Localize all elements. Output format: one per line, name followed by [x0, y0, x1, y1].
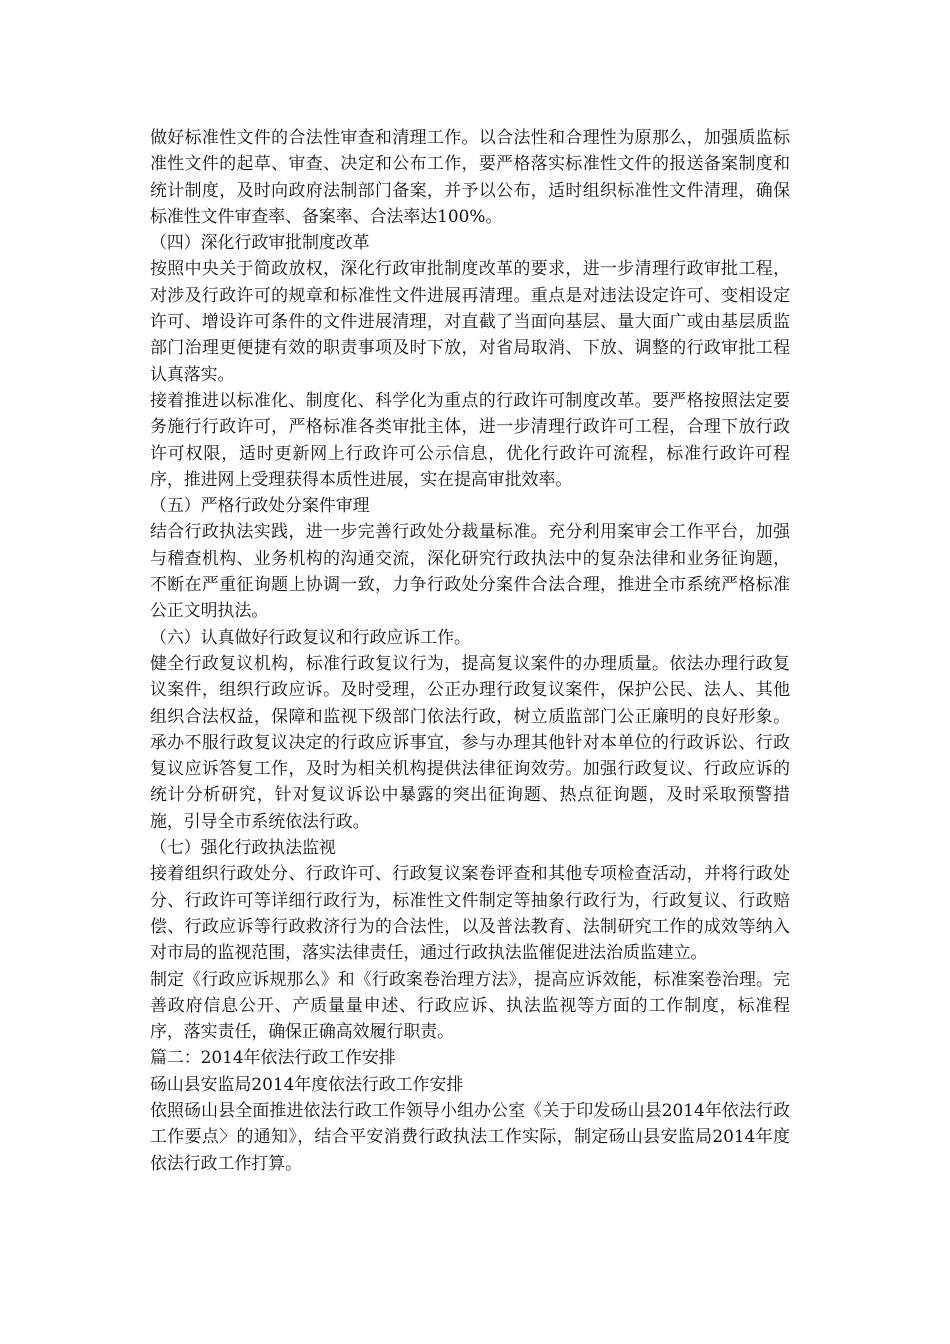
article-subtitle: 砀山县安监局2014年度依法行政工作安排: [150, 1073, 464, 1094]
paragraph-body: 制定《行政应诉规那么》和《行政案卷治理方法》，提高应诉效能，标准案卷治理。完善政府信息公开、产质量量申述、行政应诉、执法监视等方面的工作制度，标准程序，落实责任，确保正确高效履行职责。: [150, 968, 790, 1042]
paragraph-body: 按照中央关于简政放权，深化行政审批制度改革的要求，进一步清理行政审批工程，对涉及行政许可的规章和标准性文件进展再清理。重点是对违法设定许可、变相设定许可、增设许可条件的文件进展清理，对直截了当面向基层、量大面广或由基层质监部门治理更便捷有效的职责事项及时下放，对省局取消、下放、调整的行政审批工程认真落实。: [150, 258, 790, 384]
paragraph-body: 结合行政执法实践，进一步完善行政处分裁量标准。充分利用案审会工作平台，加强与稽查机构、业务机构的沟通交流，深化研究行政执法中的复杂法律和业务征询题，不断在严重征询题上协调一致，力争行政处分案件合法合理，推进全市系统严格标准公正文明执法。: [150, 521, 790, 621]
article-title: 篇二：2014年依法行政工作安排: [150, 1047, 396, 1068]
section-heading: （四）深化行政审批制度改革: [150, 232, 370, 253]
paragraph-body: 接着推进以标准化、制度化、科学化为重点的行政许可制度改革。要严格按照法定要务施行行政许可，严格标准各类审批主体，进一步清理行政许可工程，合理下放行政许可权限，适时更新网上行政许可公示信息，优化行政许可流程，标准行政许可程序，推进网上受理获得本质性进展，实在提高审批效率。: [150, 389, 790, 489]
paragraph-body: 健全行政复议机构，标准行政复议行为，提高复议案件的办理质量。依法办理行政复议案件，组织行政应诉。及时受理，公正办理行政复议案件，保护公民、法人、其他组织合法权益，保障和监视下级部门依法行政，树立质监部门公正廉明的良好形象。承办不服行政复议决定的行政应诉事宜，参与办理其他针对本单位的行政诉讼、行政复议应诉答复工作，及时为相关机构提供法律征询效劳。加强行政复议、行政应诉的统计分析研究，针对复议诉讼中暴露的突出征询题、热点征询题，及时采取预警措施，引导全市系统依法行政。: [150, 652, 790, 831]
section-heading: （五）严格行政处分案件审理: [150, 495, 370, 516]
document-body: [150, 124, 790, 1176]
section-heading: （六）认真做好行政复议和行政应诉工作。: [150, 626, 471, 647]
paragraph-body: 接着组织行政处分、行政许可、行政复议案卷评查和其他专项检查活动，并将行政处分、行政许可等详细行政行为，标准性文件制定等抽象行政行为，行政复议、行政赔偿、行政应诉等行政救济行为的合法性，以及普法教育、法制研究工作的成效等纳入对市局的监视范围，落实法律责任，通过行政执法监催促进法治质监建立。: [150, 863, 790, 963]
paragraph-body: 依照砀山县全面推进依法行政工作领导小组办公室《关于印发砀山县2014年依法行政工作要点〉的通知》，结合平安消费行政执法工作实际，制定砀山县安监局2014年度依法行政工作打算。: [150, 1099, 790, 1173]
section-heading: （七）强化行政执法监视: [150, 837, 336, 858]
paragraph-body: 做好标准性文件的合法性审查和清理工作。以合法性和合理性为原那么，加强质监标准性文件的起草、审查、决定和公布工作，要严格落实标准性文件的报送备案制度和统计制度，及时向政府法制部门备案，并予以公布，适时组织标准性文件清理，确保标准性文件审查率、备案率、合法率达100%。: [150, 127, 790, 226]
